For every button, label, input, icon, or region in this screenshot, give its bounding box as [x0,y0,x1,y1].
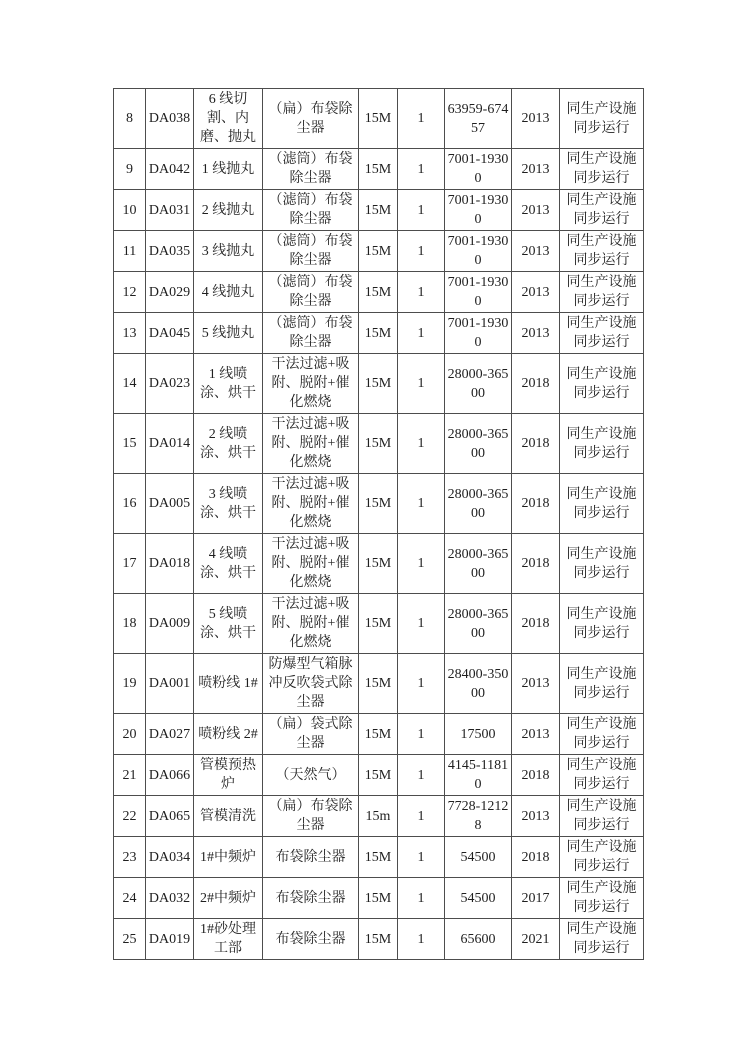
operation-status-cell: 同生产设施同步运行 [560,534,644,594]
numbering-range-cell: 7001-19300 [445,272,512,313]
source-code-cell: DA034 [146,837,194,878]
build-year-cell: 2013 [512,313,560,354]
table-row [114,149,644,190]
build-year-cell: 2018 [512,755,560,796]
operation-status-cell: 同生产设施同步运行 [560,272,644,313]
treatment-facility-cell: 布袋除尘器 [263,878,359,919]
operation-status-cell: 同生产设施同步运行 [560,654,644,714]
table-row [114,654,644,714]
stack-height-cell: 15M [359,755,398,796]
source-code-cell: DA001 [146,654,194,714]
source-name-cell: 1#中频炉 [194,837,263,878]
source-name-cell: 3 线抛丸 [194,231,263,272]
serial-number-cell: 20 [114,714,146,755]
numbering-range-cell: 7001-19300 [445,313,512,354]
serial-number-cell: 13 [114,313,146,354]
treatment-facility-cell: （滤筒）布袋除尘器 [263,272,359,313]
source-name-cell: 1 线喷涂、烘干 [194,354,263,414]
numbering-range-cell: 28400-35000 [445,654,512,714]
operation-status-cell: 同生产设施同步运行 [560,878,644,919]
operation-status-cell: 同生产设施同步运行 [560,919,644,960]
source-code-cell: DA065 [146,796,194,837]
source-code-cell: DA042 [146,149,194,190]
stack-height-cell: 15M [359,354,398,414]
build-year-cell: 2018 [512,837,560,878]
numbering-range-cell: 4145-11810 [445,755,512,796]
build-year-cell: 2013 [512,272,560,313]
stack-count-cell: 1 [398,474,445,534]
serial-number-cell: 10 [114,190,146,231]
numbering-range-cell: 7001-19300 [445,231,512,272]
operation-status-cell: 同生产设施同步运行 [560,354,644,414]
serial-number-cell: 12 [114,272,146,313]
build-year-cell: 2013 [512,149,560,190]
serial-number-cell: 18 [114,594,146,654]
table-row [114,837,644,878]
build-year-cell: 2013 [512,231,560,272]
source-code-cell: DA019 [146,919,194,960]
serial-number-cell: 11 [114,231,146,272]
serial-number-cell: 16 [114,474,146,534]
source-code-cell: DA045 [146,313,194,354]
stack-height-cell: 15M [359,919,398,960]
stack-count-cell: 1 [398,354,445,414]
source-name-cell: 5 线喷涂、烘干 [194,594,263,654]
treatment-facility-cell: 干法过滤+吸附、脱附+催化燃烧 [263,414,359,474]
treatment-facility-cell: 干法过滤+吸附、脱附+催化燃烧 [263,474,359,534]
stack-count-cell: 1 [398,714,445,755]
table-row [114,89,644,149]
stack-height-cell: 15M [359,149,398,190]
stack-height-cell: 15M [359,714,398,755]
numbering-range-cell: 7728-12128 [445,796,512,837]
source-code-cell: DA027 [146,714,194,755]
table-body [114,89,644,960]
serial-number-cell: 8 [114,89,146,149]
build-year-cell: 2018 [512,414,560,474]
treatment-facility-cell: 布袋除尘器 [263,837,359,878]
operation-status-cell: 同生产设施同步运行 [560,231,644,272]
source-code-cell: DA066 [146,755,194,796]
build-year-cell: 2013 [512,654,560,714]
stack-height-cell: 15M [359,534,398,594]
stack-height-cell: 15M [359,313,398,354]
stack-count-cell: 1 [398,190,445,231]
source-code-cell: DA023 [146,354,194,414]
source-name-cell: 喷粉线 2# [194,714,263,755]
numbering-range-cell: 65600 [445,919,512,960]
table-row [114,474,644,534]
source-name-cell: 1#砂处理工部 [194,919,263,960]
serial-number-cell: 19 [114,654,146,714]
treatment-facility-cell: 干法过滤+吸附、脱附+催化燃烧 [263,534,359,594]
stack-height-cell: 15M [359,878,398,919]
stack-height-cell: 15M [359,272,398,313]
stack-height-cell: 15M [359,474,398,534]
stack-height-cell: 15M [359,414,398,474]
table-row [114,534,644,594]
source-code-cell: DA029 [146,272,194,313]
stack-height-cell: 15m [359,796,398,837]
table-row [114,272,644,313]
numbering-range-cell: 28000-36500 [445,594,512,654]
table-row [114,878,644,919]
table-row [114,919,644,960]
build-year-cell: 2021 [512,919,560,960]
source-code-cell: DA005 [146,474,194,534]
serial-number-cell: 15 [114,414,146,474]
stack-height-cell: 15M [359,190,398,231]
build-year-cell: 2013 [512,89,560,149]
source-name-cell: 管模清洗 [194,796,263,837]
stack-count-cell: 1 [398,231,445,272]
numbering-range-cell: 54500 [445,878,512,919]
build-year-cell: 2018 [512,594,560,654]
source-code-cell: DA038 [146,89,194,149]
table-row [114,231,644,272]
treatment-facility-cell: 防爆型气箱脉冲反吹袋式除尘器 [263,654,359,714]
table-row [114,714,644,755]
treatment-facility-cell: （滤筒）布袋除尘器 [263,231,359,272]
serial-number-cell: 9 [114,149,146,190]
build-year-cell: 2018 [512,474,560,534]
stack-count-cell: 1 [398,755,445,796]
source-name-cell: 4 线喷涂、烘干 [194,534,263,594]
table-row [114,796,644,837]
table-row [114,594,644,654]
table-row [114,414,644,474]
table-row [114,313,644,354]
stack-count-cell: 1 [398,149,445,190]
source-code-cell: DA018 [146,534,194,594]
treatment-facility-cell: 干法过滤+吸附、脱附+催化燃烧 [263,594,359,654]
serial-number-cell: 24 [114,878,146,919]
stack-height-cell: 15M [359,594,398,654]
treatment-facility-cell: （扁）袋式除尘器 [263,714,359,755]
treatment-facility-cell: （滤筒）布袋除尘器 [263,149,359,190]
operation-status-cell: 同生产设施同步运行 [560,190,644,231]
build-year-cell: 2013 [512,190,560,231]
source-name-cell: 2 线喷涂、烘干 [194,414,263,474]
numbering-range-cell: 28000-36500 [445,354,512,414]
build-year-cell: 2018 [512,534,560,594]
source-code-cell: DA035 [146,231,194,272]
source-code-cell: DA032 [146,878,194,919]
stack-height-cell: 15M [359,837,398,878]
emission-sources-table [113,88,644,960]
stack-count-cell: 1 [398,594,445,654]
source-name-cell: 5 线抛丸 [194,313,263,354]
operation-status-cell: 同生产设施同步运行 [560,414,644,474]
table-row [114,755,644,796]
stack-count-cell: 1 [398,654,445,714]
serial-number-cell: 22 [114,796,146,837]
numbering-range-cell: 63959-67457 [445,89,512,149]
numbering-range-cell: 17500 [445,714,512,755]
build-year-cell: 2017 [512,878,560,919]
operation-status-cell: 同生产设施同步运行 [560,149,644,190]
stack-count-cell: 1 [398,414,445,474]
stack-count-cell: 1 [398,837,445,878]
numbering-range-cell: 28000-36500 [445,414,512,474]
source-name-cell: 喷粉线 1# [194,654,263,714]
stack-count-cell: 1 [398,272,445,313]
serial-number-cell: 21 [114,755,146,796]
source-name-cell: 3 线喷涂、烘干 [194,474,263,534]
source-name-cell: 2 线抛丸 [194,190,263,231]
treatment-facility-cell: （扁）布袋除尘器 [263,89,359,149]
source-code-cell: DA014 [146,414,194,474]
stack-height-cell: 15M [359,654,398,714]
numbering-range-cell: 7001-19300 [445,190,512,231]
serial-number-cell: 14 [114,354,146,414]
stack-height-cell: 15M [359,231,398,272]
stack-height-cell: 15M [359,89,398,149]
source-name-cell: 6 线切割、内磨、抛丸 [194,89,263,149]
numbering-range-cell: 54500 [445,837,512,878]
source-name-cell: 管模预热炉 [194,755,263,796]
operation-status-cell: 同生产设施同步运行 [560,714,644,755]
numbering-range-cell: 28000-36500 [445,534,512,594]
operation-status-cell: 同生产设施同步运行 [560,755,644,796]
treatment-facility-cell: （滤筒）布袋除尘器 [263,313,359,354]
stack-count-cell: 1 [398,878,445,919]
table-row [114,354,644,414]
build-year-cell: 2013 [512,714,560,755]
stack-count-cell: 1 [398,919,445,960]
numbering-range-cell: 7001-19300 [445,149,512,190]
source-name-cell: 4 线抛丸 [194,272,263,313]
operation-status-cell: 同生产设施同步运行 [560,837,644,878]
treatment-facility-cell: （扁）布袋除尘器 [263,796,359,837]
serial-number-cell: 23 [114,837,146,878]
source-code-cell: DA009 [146,594,194,654]
build-year-cell: 2018 [512,354,560,414]
stack-count-cell: 1 [398,534,445,594]
operation-status-cell: 同生产设施同步运行 [560,796,644,837]
operation-status-cell: 同生产设施同步运行 [560,474,644,534]
operation-status-cell: 同生产设施同步运行 [560,313,644,354]
treatment-facility-cell: 布袋除尘器 [263,919,359,960]
treatment-facility-cell: （滤筒）布袋除尘器 [263,190,359,231]
table-row [114,190,644,231]
source-code-cell: DA031 [146,190,194,231]
numbering-range-cell: 28000-36500 [445,474,512,534]
source-name-cell: 1 线抛丸 [194,149,263,190]
treatment-facility-cell: 干法过滤+吸附、脱附+催化燃烧 [263,354,359,414]
stack-count-cell: 1 [398,89,445,149]
serial-number-cell: 25 [114,919,146,960]
operation-status-cell: 同生产设施同步运行 [560,594,644,654]
treatment-facility-cell: （天然气） [263,755,359,796]
operation-status-cell: 同生产设施同步运行 [560,89,644,149]
serial-number-cell: 17 [114,534,146,594]
stack-count-cell: 1 [398,796,445,837]
stack-count-cell: 1 [398,313,445,354]
source-name-cell: 2#中频炉 [194,878,263,919]
build-year-cell: 2013 [512,796,560,837]
